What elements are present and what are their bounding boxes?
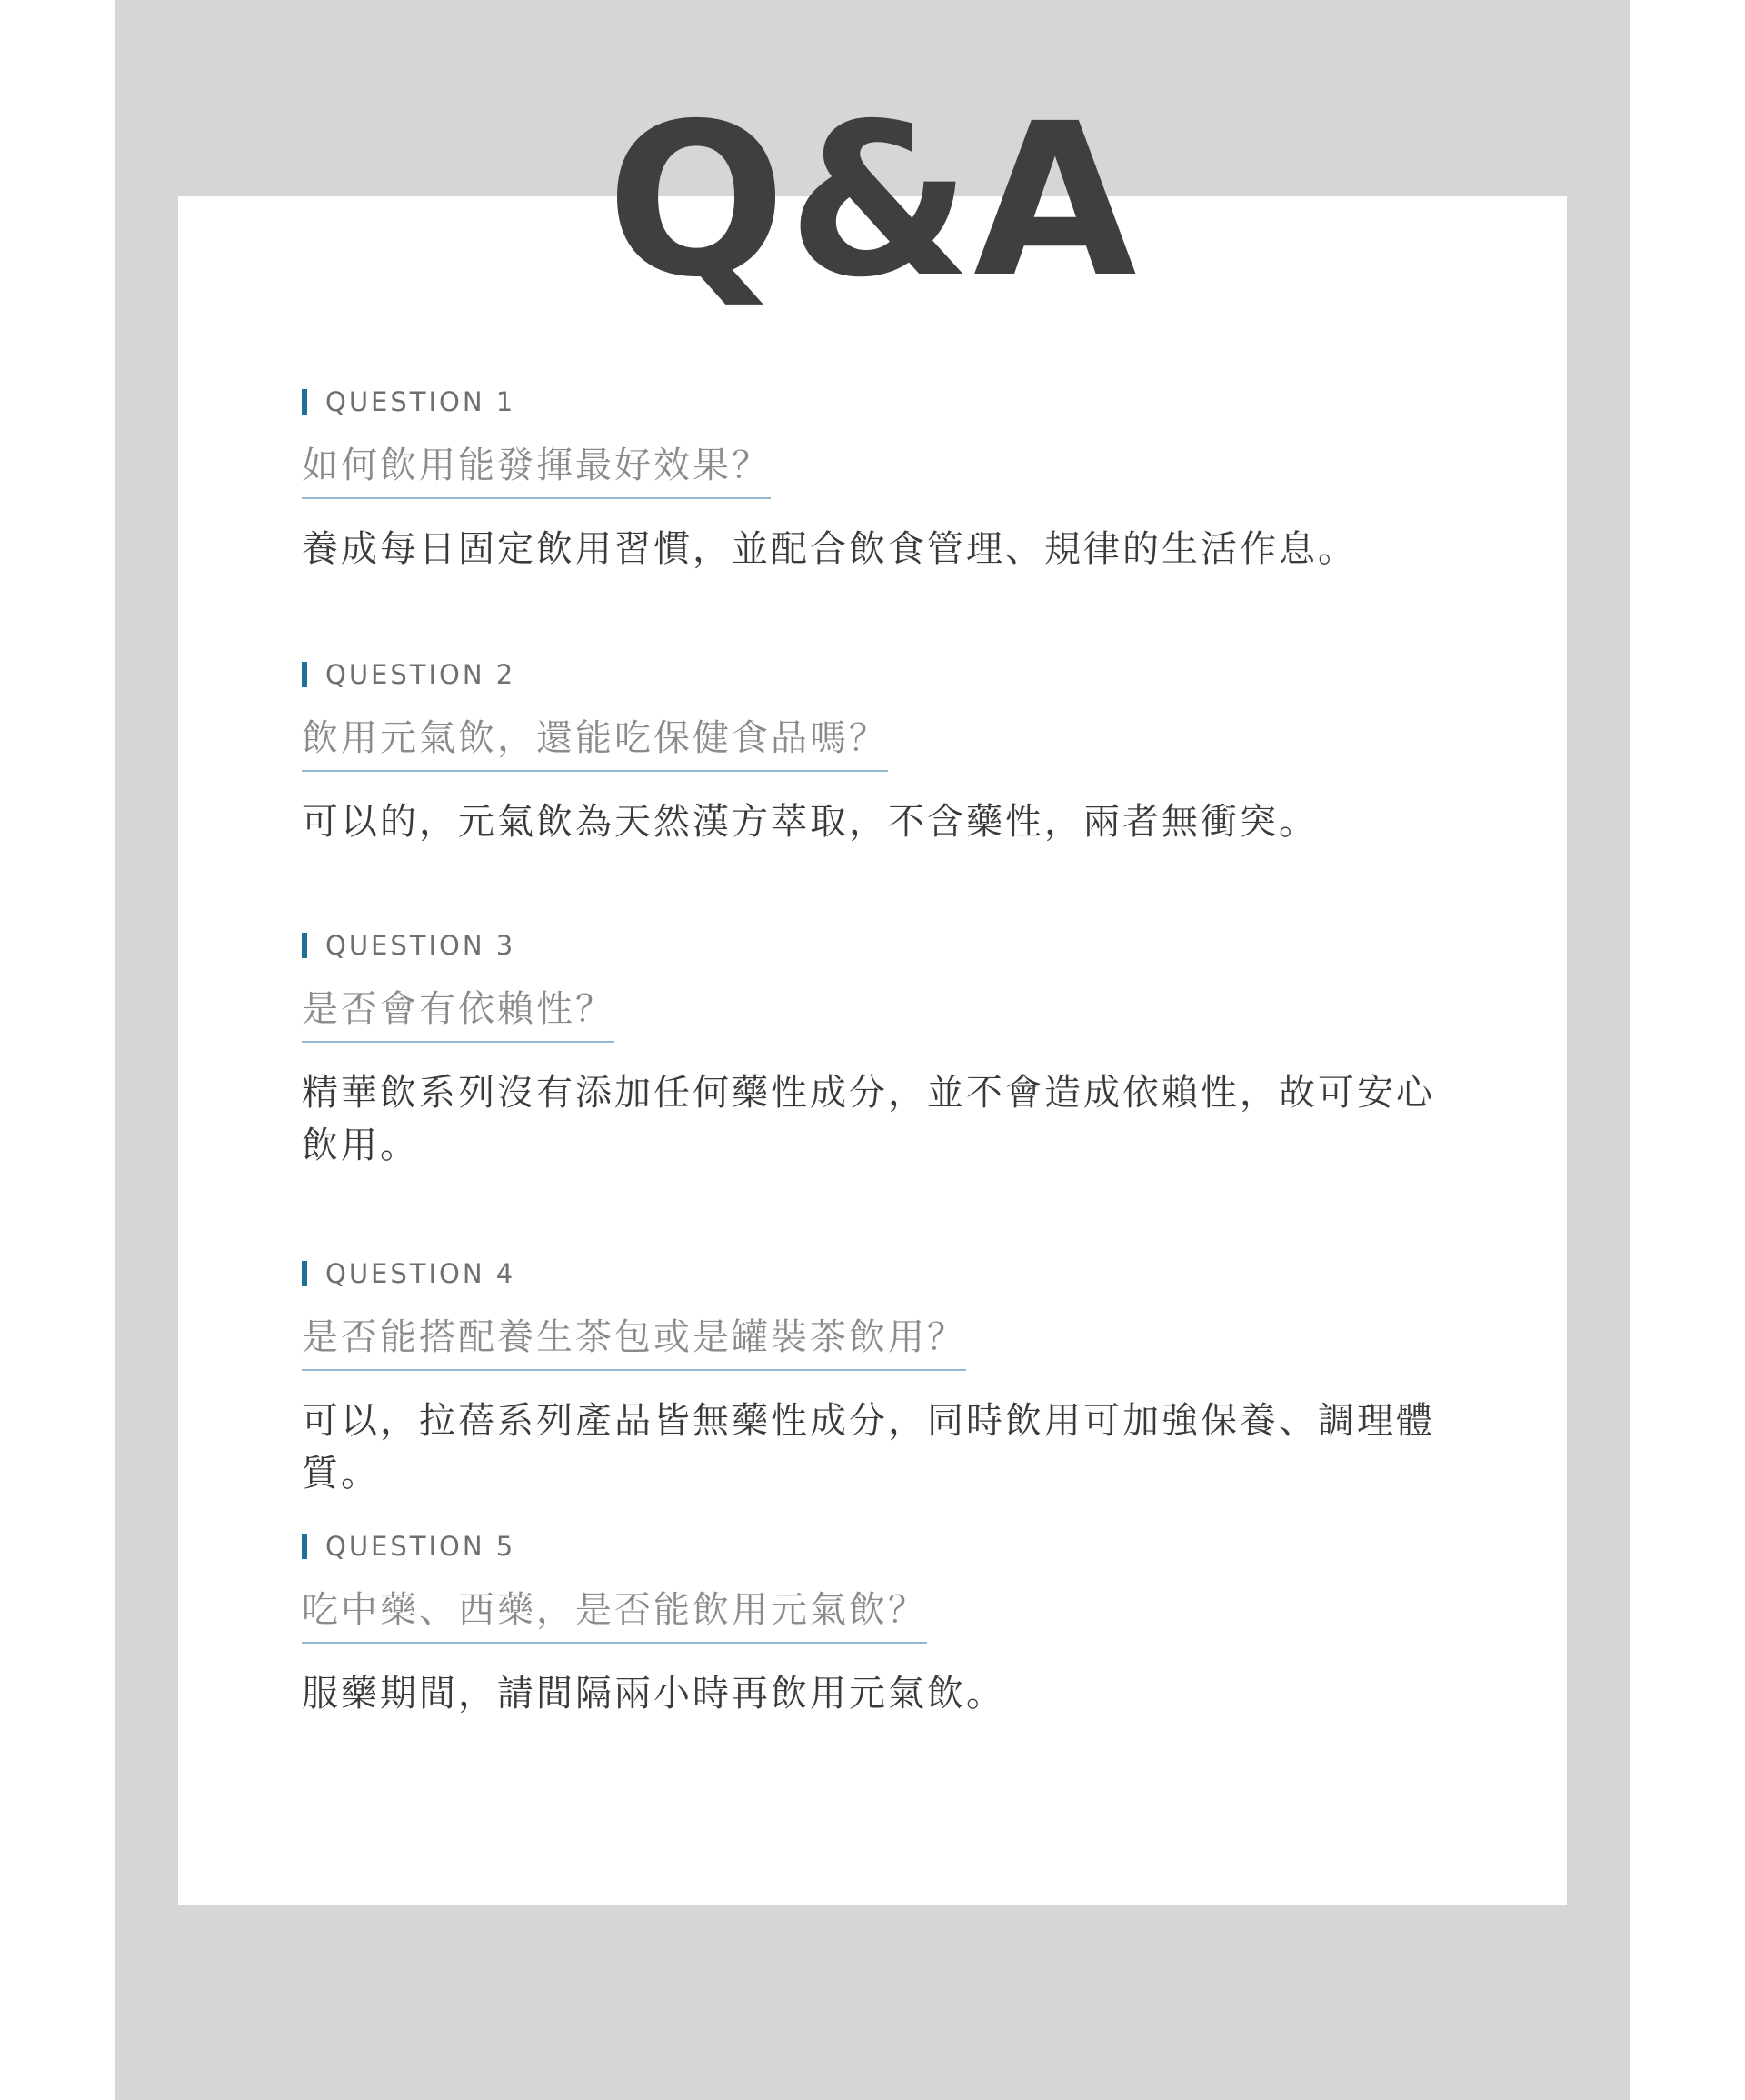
question-label bbox=[302, 660, 1511, 689]
question-marker bbox=[302, 933, 307, 958]
question-marker bbox=[302, 1261, 307, 1286]
question-marker bbox=[302, 389, 307, 415]
question-marker bbox=[302, 1534, 307, 1559]
question-label bbox=[302, 1532, 1511, 1561]
question-label-text: QUESTION 5 bbox=[325, 1531, 516, 1562]
answer-text: 可以，拉蓓系列產品皆無藥性成分，同時飲用可加強保養、調理體質。 bbox=[302, 1400, 1435, 1495]
question-text: 吃中藥、西藥，是否能飲用元氣飲？ bbox=[302, 1581, 927, 1644]
qa-item-3 bbox=[302, 931, 1511, 1172]
question-text: 是否能搭配養生茶包或是罐裝茶飲用？ bbox=[302, 1308, 966, 1371]
question-text: 飲用元氣飲，還能吃保健食品嗎？ bbox=[302, 709, 888, 772]
page-title: Q&A bbox=[606, 78, 1139, 324]
question-label bbox=[302, 931, 1511, 960]
question-label-text: QUESTION 4 bbox=[325, 1258, 516, 1289]
question-label-text: QUESTION 3 bbox=[325, 930, 516, 961]
qa-item-2 bbox=[302, 660, 1511, 848]
answer-line: 精華飲系列沒有添加任何藥性成分，並不會造成依賴性，故可安心 bbox=[302, 1072, 1435, 1114]
answer-line: 飲用。 bbox=[302, 1125, 419, 1166]
answer-text bbox=[302, 1066, 1511, 1172]
question-label-text: QUESTION 2 bbox=[325, 659, 516, 690]
qa-item-5 bbox=[302, 1532, 1511, 1720]
question-text: 如何飲用能發揮最好效果？ bbox=[302, 436, 771, 499]
qa-item-1 bbox=[302, 387, 1511, 575]
question-text: 是否會有依賴性？ bbox=[302, 980, 614, 1043]
question-label bbox=[302, 387, 1511, 416]
answer-text: 可以的，元氣飲為天然漢方萃取，不含藥性，兩者無衝突。 bbox=[302, 801, 1318, 843]
answer-text: 服藥期間，請間隔兩小時再飲用元氣飲。 bbox=[302, 1673, 1005, 1715]
qa-item-4 bbox=[302, 1259, 1511, 1500]
question-label bbox=[302, 1259, 1511, 1288]
answer-text: 養成每日固定飲用習慣，並配合飲食管理、規律的生活作息。 bbox=[302, 528, 1357, 570]
question-marker bbox=[302, 662, 307, 687]
question-label-text: QUESTION 1 bbox=[325, 386, 516, 417]
